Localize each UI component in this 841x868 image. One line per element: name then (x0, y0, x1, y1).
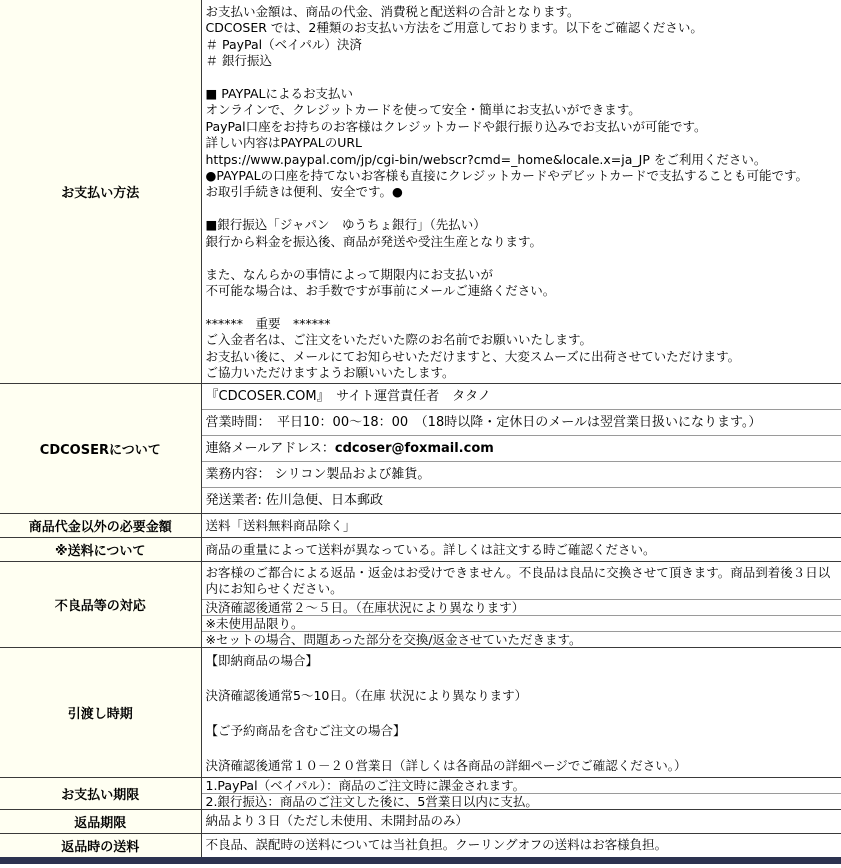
about-shipping-companies: 発送業者: 佐川急便、日本郵政 (201, 488, 841, 514)
text-line: また、なんらかの事情によって期限内にお支払いが (205, 266, 494, 282)
extra-fees-content: 送料「送料無料商品除く」 (201, 514, 841, 538)
text-line (206, 705, 838, 723)
text-line: 【即納商品の場合】 (205, 653, 319, 669)
text-line: ご協力いただけますようお願いいたします。 (205, 364, 455, 380)
row-label-about: CDCOSERについて (0, 384, 201, 514)
text-line (206, 299, 838, 315)
text-line: 詳しい内容はPAYPALのURL (205, 135, 363, 151)
text-line: ●PAYPALの口座を持てないお客様も直接にクレジットカードやデビットカードで支払することも可能です。 (205, 168, 809, 184)
text-line: ■ PAYPALによるお支払い (205, 86, 353, 102)
text-line: 銀行から料金を振込後、商品が発送や受注生産となります。 (205, 233, 543, 249)
row-return-shipping (0, 833, 841, 857)
row-delivery-time (0, 648, 841, 778)
row-label-delivery-time: 引渡し時期 (0, 648, 201, 778)
text-line: PayPal口座をお持ちのお客様はクレジットカードや銀行振り込みでお支払いが可能です。 (205, 118, 707, 134)
text-line (206, 670, 838, 688)
delivery-time-content (201, 648, 841, 778)
footer-bar (0, 857, 841, 864)
about-email-address: cdcoser@foxmail.com (334, 440, 494, 456)
defective-policy: お客様のご都合による返品・返金はお受けできません。不良品は良品に交換させて頂きます。商品到着後３日以内にお知らせください。 (201, 562, 841, 600)
payment-deadline-bank: 2.銀行振込：商品のご注文した後に、5営業日以内に支払。 (201, 793, 841, 809)
row-about (0, 384, 841, 410)
defective-set-policy: ※セットの場合、問題あった部分を交換/返金させていただきます。 (201, 632, 841, 648)
text-line: CDCOSER では、2種類のお支払い方法をご用意しております。以下をご確認ください。 (205, 20, 703, 36)
text-line (206, 250, 838, 266)
text-line: https://www.paypal.com/jp/cgi-bin/webscr?cmd=_home&locale.x=ja_JP をご利用ください。 (205, 151, 767, 167)
row-label-shipping-note: ※送料について (0, 538, 201, 562)
text-line: お取引手続きは便利、安全です。● (205, 184, 403, 200)
text-line: オンラインで、クレジットカードを使って安全・簡単にお支払いができます。 (205, 102, 641, 118)
about-operator: 『CDCOSER.COM』 サイト運営責任者 タタノ (201, 384, 841, 410)
text-line: ご入金者名は、ご注文をいただいた際のお名前でお願いいたします。 (205, 332, 593, 348)
about-business: 業務内容： シリコン製品および雑貨。 (201, 462, 841, 488)
text-line: お支払い後に、メールにてお知らせいただけますと、大変スムーズに出荷させていただけます。 (205, 348, 741, 364)
return-deadline-content: 納品より３日（ただし未使用、未開封品のみ） (201, 809, 841, 833)
text-line: 決済確認後通常5〜10日。（在庫 状況により異なります） (205, 688, 528, 704)
row-return-deadline (0, 809, 841, 833)
payment-method-content (201, 0, 841, 384)
text-line (206, 70, 838, 86)
text-line: 【ご予約商品を含むご注文の場合】 (205, 723, 406, 739)
row-label-defective: 不良品等の対応 (0, 562, 201, 648)
shipping-note-content: 商品の重量によって送料が異なっている。詳しくは註文する時ご確認ください。 (201, 538, 841, 562)
row-defective (0, 562, 841, 600)
row-label-extra-fees: 商品代金以外の必要金額 (0, 514, 201, 538)
row-payment-deadline (0, 777, 841, 793)
defective-unused-only: ※未使用品限り。 (201, 616, 841, 632)
text-line: ■銀行振込「ジャパン ゆうちょ銀行」（先払い） (205, 217, 486, 233)
text-line: 不可能な場合は、お手数ですが事前にメールご連絡ください。 (205, 282, 556, 298)
row-extra-fees (0, 514, 841, 538)
row-label-return-deadline: 返品期限 (0, 809, 201, 833)
row-payment-method (0, 0, 841, 384)
text-line: ****** 重要 ****** (205, 315, 331, 331)
about-email-cell (201, 436, 841, 462)
return-shipping-content: 不良品、誤配時の送料については当社負担。クーリングオフの送料はお客様負担。 (201, 833, 841, 857)
text-line (206, 740, 838, 758)
payment-deadline-paypal: 1.PayPal（ベイパル）：商品のご注文時に課金されます。 (201, 777, 841, 793)
text-line: ＃ 銀行振込 (205, 53, 272, 69)
text-line (206, 201, 838, 217)
text-line: ＃ PayPal（ベイパル）決済 (205, 36, 362, 52)
row-label-return-shipping: 返品時の送料 (0, 833, 201, 857)
text-line: お支払い金額は、商品の代金、消費税と配送料の合計となります。 (205, 4, 580, 19)
about-hours: 営業時間： 平日10：00〜18：00 （18時以降・定休日のメールは翌営業日扱いになります。） (201, 410, 841, 436)
text-line: 決済確認後通常１０－２０営業日（詳しくは各商品の詳細ページでご確認ください。） (205, 758, 687, 774)
row-label-payment-deadline: お支払い期限 (0, 777, 201, 809)
about-email-label: 連絡メールアドレス： (205, 440, 335, 456)
defective-processing-time: 決済確認後通常２〜５日。（在庫状況により異なります） (201, 600, 841, 616)
row-label-payment-method: お支払い方法 (0, 0, 201, 384)
row-shipping-note (0, 538, 841, 562)
